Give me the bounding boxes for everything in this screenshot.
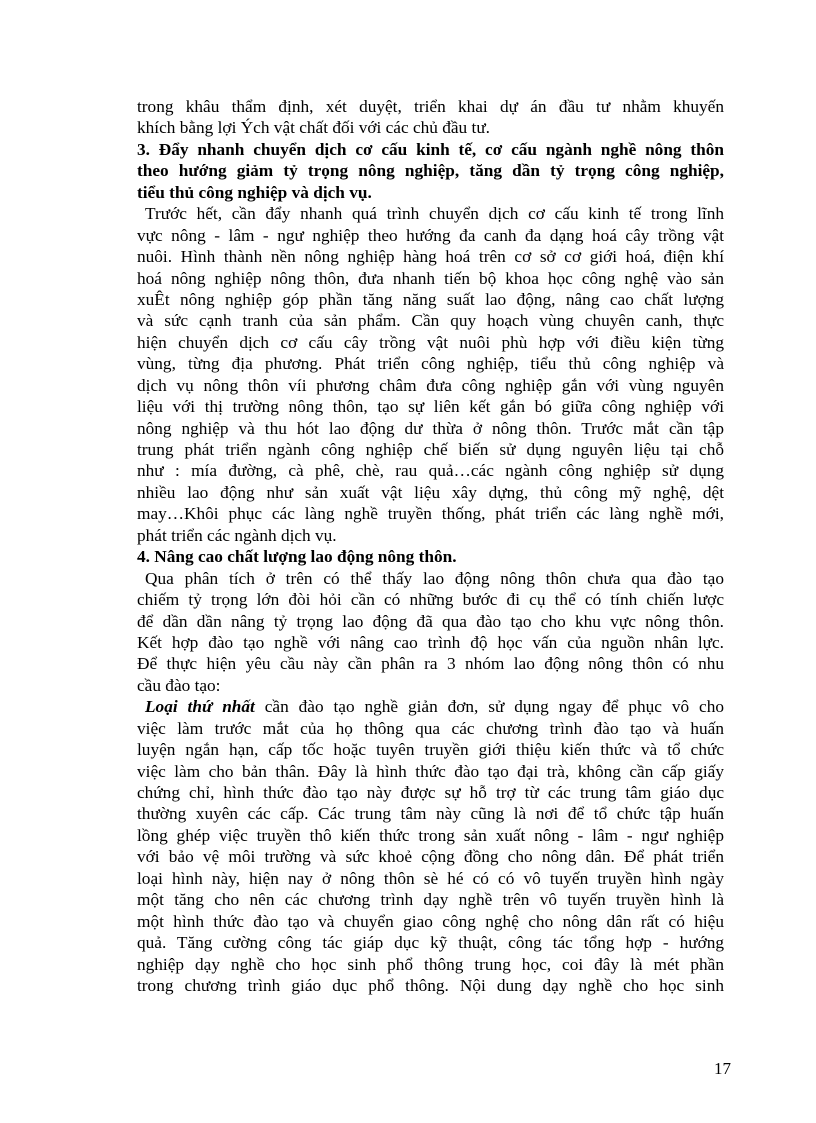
text-line: 3. Đẩy nhanh chuyển dịch cơ cấu kinh tế, cơ cấu ngành nghề nông thôn xyxy=(137,139,724,159)
text-line: Để thực hiện yêu cầu này cần phân ra 3 nhóm lao động nông thôn có nhu xyxy=(137,654,724,674)
text-line: loại hình này, hiện nay ở nông thôn sè hé có có vô tuyến truyền hình ngày xyxy=(137,868,724,888)
text-line: theo hướng giảm tỷ trọng nông nghiệp, tăng dần tỷ trọng công nghiệp, xyxy=(137,161,724,181)
text-line: hoá nông nghiệp nông thôn, đưa nhanh tiến bộ khoa học công nghệ vào sản xyxy=(137,268,724,288)
text-line: thường xuyên các cấp. Các trung tâm này cũng là nơi để tổ chức tập huấn xyxy=(137,804,724,824)
section-heading xyxy=(137,546,724,567)
text-line: và sức cạnh tranh của sản phẩm. Cần quy hoạch vùng chuyên canh, thực xyxy=(137,311,724,331)
text-line: nghiệp dạy nghề cho học sinh phổ thông trung học, coi đây là mét phần xyxy=(137,954,724,974)
text-line: như : mía đường, cà phê, chè, rau quả…các ngành công nghiệp sử dụng xyxy=(137,461,724,481)
text-line: để dần dần nâng tỷ trọng lao động đã qua đào tạo cho khu vực nông thôn. xyxy=(137,611,724,631)
text-line: trung phát triển ngành công nghiệp chế biến sử dụng nguyên liệu tại chỗ xyxy=(137,440,724,459)
text-line: 4. Nâng cao chất lượng lao động nông thôn. xyxy=(137,547,457,567)
text-line: việc làm cho bản thân. Đây là hình thức đào tạo đại trà, không cần cấp giấy xyxy=(137,761,724,781)
text-line xyxy=(137,696,724,717)
text-line: trong khâu thẩm định, xét duyệt, triển khai dự án đầu tư nhằm khuyến xyxy=(137,97,724,116)
text-line: một tăng cho nên các chương trình dạy nghề trên vô tuyến truyền hình là xyxy=(137,890,724,910)
text-line: Kết hợp đào tạo nghề với nâng cao trình độ học vấn của nguồn nhân lực. xyxy=(137,632,724,652)
text-line: may…Khôi phục các làng nghề truyền thống, phát triển các làng nghề mới, xyxy=(137,504,724,524)
text-line: luyện ngắn hạn, cấp tốc hoặc tuyên truyền giới thiệu kiến thức và tổ chức xyxy=(137,740,724,760)
text-line: vực nông - lâm - ngư nghiệp theo hướng đa canh đa dạng hoá cây trồng vật xyxy=(137,225,724,245)
text-line: dịch vụ nông thôn víi phương châm đưa công nghiệp gắn với vùng nguyên xyxy=(137,375,724,395)
section-heading xyxy=(137,139,724,203)
paragraph xyxy=(137,696,724,996)
text-line: phát triển các ngành dịch vụ. xyxy=(137,525,337,545)
text-line: nông nghiệp và thu hót lao động dư thừa ở nông thôn. Trước mắt cần tập xyxy=(137,418,724,438)
emphasized-lead: Loại thứ nhất xyxy=(145,697,255,717)
text-line: khích bằng lợi Ých vật chất đối với các chủ đầu tư. xyxy=(137,118,490,138)
text-line: liệu với thị trường nông thôn, tạo sự liên kết gắn bó giữa công nghiệp với xyxy=(137,397,724,417)
page-number: 17 xyxy=(714,1059,731,1078)
text-line: vùng, từng địa phương. Phát triển công nghiệp, tiểu thủ công nghiệp và xyxy=(137,354,724,374)
text-line: việc làm trước mắt của họ thông qua các chương trình đào tạo và huấn xyxy=(137,718,724,738)
text-line: xuÊt nông nghiệp góp phần tăng năng suất lao động, nâng cao chất lượng xyxy=(137,289,724,309)
text-line: nhiều lao động như sản xuất vật liệu xây dựng, thủ công mỹ nghệ, dệt xyxy=(137,482,724,502)
document-body xyxy=(137,96,724,996)
text-line: tiểu thủ công nghiệp và dịch vụ. xyxy=(137,182,372,202)
text-line: lồng ghép việc truyền thô kiến thức trong sản xuất nông - lâm - ngư nghiệp xyxy=(137,825,724,845)
line-text: cần đào tạo nghề giản đơn, sử dụng ngay để phục vô cho xyxy=(254,697,724,717)
text-line: Trước hết, cần đẩy nhanh quá trình chuyển dịch cơ cấu kinh tế trong lĩnh xyxy=(145,204,724,224)
text-line: nuôi. Hình thành nền nông nghiệp hàng hoá trên cơ sở cơ giới hoá, điện khí xyxy=(137,247,724,267)
text-line: trong chương trình giáo dục phổ thông. Nội dung dạy nghề cho học sinh xyxy=(137,975,724,995)
text-line: với bảo vệ môi trường và sức khoẻ cộng đồng cho nông dân. Để phát triển xyxy=(137,847,724,867)
text-line: hiện chuyển dịch cơ cấu cây trồng vật nuôi phù hợp với điều kiện từng xyxy=(137,332,724,352)
paragraph xyxy=(137,568,724,697)
text-line: chứng chỉ, hình thức đào tạo này được sự hỗ trợ từ các trung tâm giáo dục xyxy=(137,783,724,802)
paragraph xyxy=(137,96,724,139)
text-line: một hình thức đào tạo và chuyển giao công nghệ cho nông dân rất có hiệu xyxy=(137,911,724,931)
text-line: cầu đào tạo: xyxy=(137,675,221,695)
paragraph xyxy=(137,203,724,546)
text-line: Qua phân tích ở trên có thể thấy lao động nông thôn chưa qua đào tạo xyxy=(145,568,724,588)
text-line: quả. Tăng cường công tác giáp dục kỹ thuật, công tác tổng hợp - hướng xyxy=(137,933,724,953)
text-line: chiếm tỷ trọng lớn đòi hỏi cần có những bước đi cụ thể có tính chiến lược xyxy=(137,590,724,610)
